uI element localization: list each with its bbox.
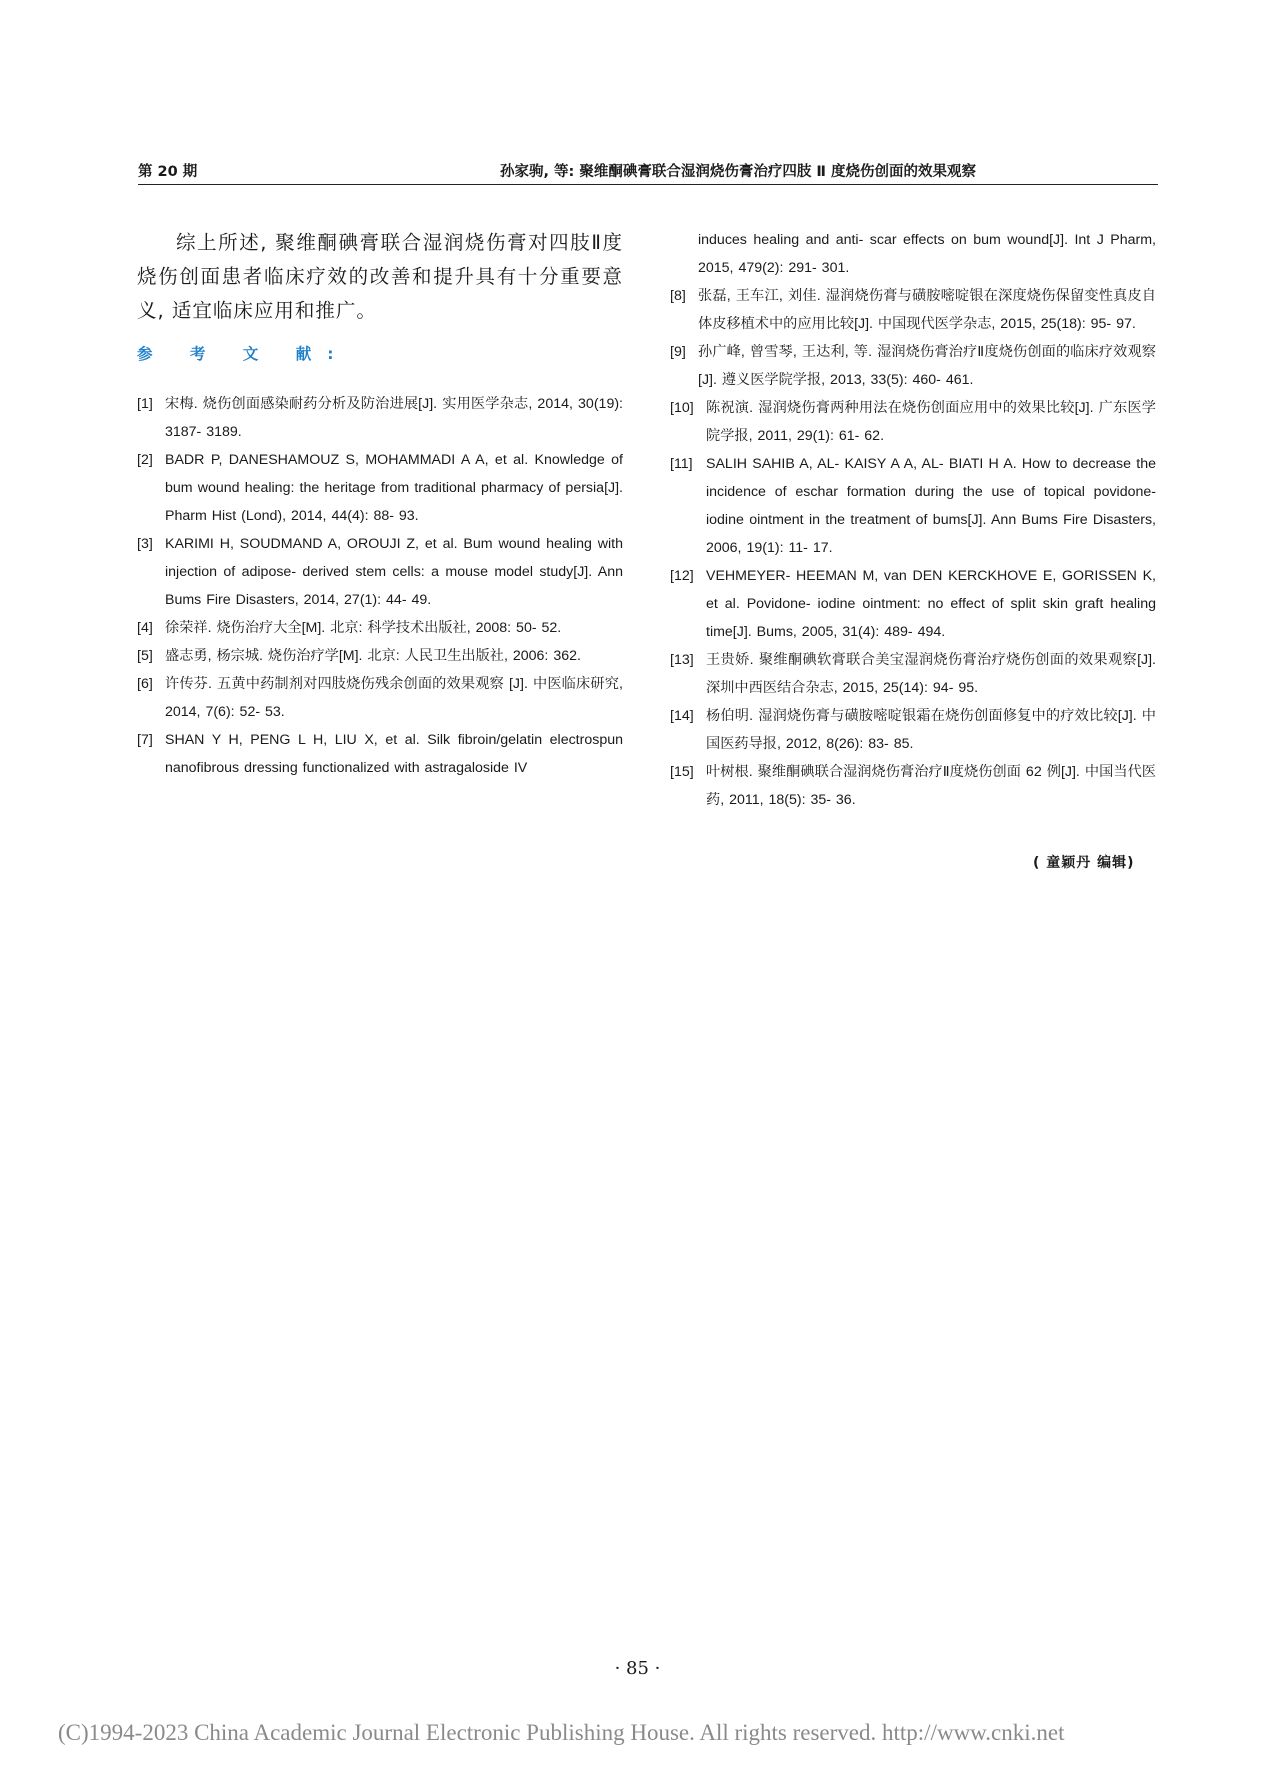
- reference-number: [3]: [137, 536, 153, 552]
- reference-text: KARIMI H, SOUDMAND A, OROUJI Z, et al. Bum wound healing with injection of adipose- derived stem cells: a mouse model study[J]. Ann Bums Fire Disasters, 2014, 27(1): 44- 49.: [165, 536, 623, 608]
- reference-number: [7]: [137, 732, 153, 748]
- reference-number: [6]: [137, 676, 153, 692]
- reference-item: [137, 390, 623, 446]
- reference-number: [1]: [137, 396, 153, 412]
- issue-number: 第 20 期: [138, 164, 198, 180]
- reference-text: 陈祝演. 湿润烧伤膏两种用法在烧伤创面应用中的效果比较[J]. 广东医学院学报, 2011, 29(1): 61- 62.: [706, 400, 1156, 444]
- reference-number: [2]: [137, 452, 153, 468]
- reference-item: [670, 282, 1156, 338]
- reference-item: [670, 338, 1156, 394]
- running-title: 孙家驹, 等: 聚维酮碘膏联合湿润烧伤膏治疗四肢 Ⅱ 度烧伤创面的效果观察: [499, 164, 977, 180]
- reference-number: [5]: [137, 648, 153, 664]
- reference-number: [15]: [670, 764, 694, 780]
- reference-text: 张磊, 王车江, 刘佳. 湿润烧伤膏与磺胺嘧啶银在深度烧伤保留变性真皮自体皮移植术中的应用比较[J]. 中国现代医学杂志, 2015, 25(18): 95- 97.: [698, 288, 1156, 332]
- reference-number: [14]: [670, 708, 694, 724]
- reference-list-left: [137, 390, 623, 782]
- reference-text: SHAN Y H, PENG L H, LIU X, et al. Silk fibroin/gelatin electrospun nanofibrous dressing functionalized with astragaloside IV: [165, 732, 623, 776]
- reference-item: [670, 450, 1156, 562]
- left-column: [137, 226, 623, 782]
- reference-item: [137, 726, 623, 782]
- reference-text: 徐荣祥. 烧伤治疗大全[M]. 北京: 科学技术出版社, 2008: 50- 52.: [165, 620, 562, 636]
- reference-number: [8]: [670, 288, 686, 304]
- reference-number: [12]: [670, 568, 694, 584]
- reference-text: induces healing and anti- scar effects on bum wound[J]. Int J Pharm, 2015, 479(2): 291- 301.: [698, 232, 1156, 276]
- summary-paragraph: 综上所述, 聚维酮碘膏联合湿润烧伤膏对四肢Ⅱ度烧伤创面患者临床疗效的改善和提升具有十分重要意义, 适宜临床应用和推广。: [137, 231, 623, 322]
- reference-text: 许传芬. 五黄中药制剂对四肢烧伤残余创面的效果观察 [J]. 中医临床研究, 2014, 7(6): 52- 53.: [165, 676, 623, 720]
- reference-item: [137, 642, 623, 670]
- page-number: · 85 ·: [614, 1658, 661, 1679]
- reference-continuation: [670, 226, 1156, 282]
- reference-number: [9]: [670, 344, 686, 360]
- running-header: [138, 160, 1158, 185]
- reference-text: VEHMEYER- HEEMAN M, van DEN KERCKHOVE E, GORISSEN K, et al. Povidone- iodine ointment: no effect of split skin graft healing time[J]. Bums, 2005, 31(4): 489- 494.: [706, 568, 1156, 640]
- right-column: [670, 226, 1156, 814]
- reference-item: [670, 702, 1156, 758]
- reference-number: [4]: [137, 620, 153, 636]
- reference-item: [137, 670, 623, 726]
- copyright-footer: (C)1994-2023 China Academic Journal Electronic Publishing House. All rights reserved. http://www.cnki.net: [58, 1720, 1065, 1745]
- editor-credit: ( 童颖丹 编辑): [1033, 855, 1135, 871]
- reference-list-right: [670, 282, 1156, 814]
- reference-item: [670, 646, 1156, 702]
- reference-text: 叶树根. 聚维酮碘联合湿润烧伤膏治疗Ⅱ度烧伤创面 62 例[J]. 中国当代医药, 2011, 18(5): 35- 36.: [706, 764, 1156, 808]
- reference-number: [10]: [670, 400, 694, 416]
- reference-number: [13]: [670, 652, 694, 668]
- reference-text: 孙广峰, 曾雪琴, 王达利, 等. 湿润烧伤膏治疗Ⅱ度烧伤创面的临床疗效观察[J]. 遵义医学院学报, 2013, 33(5): 460- 461.: [698, 344, 1156, 388]
- reference-text: 宋梅. 烧伤创面感染耐药分析及防治进展[J]. 实用医学杂志, 2014, 30(19): 3187- 3189.: [165, 396, 623, 440]
- reference-item: [137, 530, 623, 614]
- reference-text: 盛志勇, 杨宗城. 烧伤治疗学[M]. 北京: 人民卫生出版社, 2006: 362.: [165, 648, 581, 664]
- reference-item: [137, 614, 623, 642]
- reference-item: [670, 562, 1156, 646]
- reference-item: [137, 446, 623, 530]
- reference-text: SALIH SAHIB A, AL- KAISY A A, AL- BIATI H A. How to decrease the incidence of eschar formation during the use of topical povidone- iodine ointment in the treatment of bums[J]. Ann Bums Fire Disasters, 2006, 19(1): 11- 17.: [706, 456, 1156, 556]
- reference-text: BADR P, DANESHAMOUZ S, MOHAMMADI A A, et al. Knowledge of bum wound healing: the heritage from traditional pharmacy of persia[J]. Pharm Hist (Lond), 2014, 44(4): 88- 93.: [165, 452, 623, 524]
- references-heading: 参 考 文 献:: [137, 345, 350, 363]
- reference-text: 王贵娇. 聚维酮碘软膏联合美宝湿润烧伤膏治疗烧伤创面的效果观察[J]. 深圳中西医结合杂志, 2015, 25(14): 94- 95.: [706, 652, 1156, 696]
- reference-item: [670, 394, 1156, 450]
- reference-text: 杨伯明. 湿润烧伤膏与磺胺嘧啶银霜在烧伤创面修复中的疗效比较[J]. 中国医药导报, 2012, 8(26): 83- 85.: [706, 708, 1156, 752]
- reference-item: [670, 758, 1156, 814]
- reference-number: [11]: [670, 456, 693, 472]
